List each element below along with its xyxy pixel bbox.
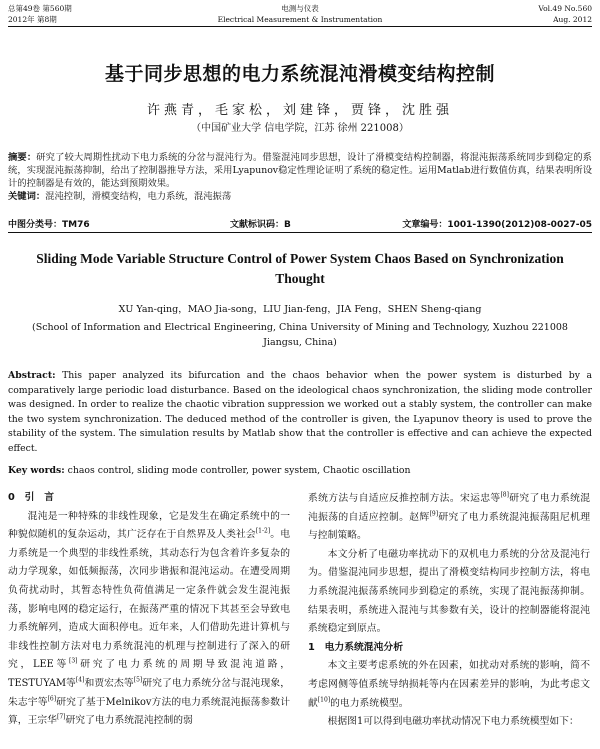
document-code: 文献标识码：B [230,220,291,230]
paper-title-cn: 基于同步思想的电力系统混沌滑模变结构控制 [104,63,495,85]
abstract-cn-text: 研究了较大周期性扰动下电力系统的分岔与混沌行为。借鉴混沌同步思想，设计了滑模变结构控制器，将混沌振荡系统同步到稳定的系统，实现混沌振荡抑制，给出了控制器推导方法，采用Lyapunov稳定性理论证明了系统的稳定性。运用Matlab进行数值仿真，结果表明所设计的控制器是有效的，能达到预期效果。 [8,152,592,189]
affiliation-en: (School of Information and Electrical Engineering, China University of Mining and Technology, Xuzhou 221008 Jiangsu, China) [32,322,568,348]
keywords-cn-label: 关键词： [8,191,46,202]
keywords-en [8,465,592,476]
abstract-cn [8,151,592,203]
continued-paragraph: 系统方法与自适应反推控制方法。宋运忠等[8]研究了电力系统混沌振荡的自适应控制。赵辉[9]研究了电力系统混沌振荡阻尼机理与控制策略。 [308,491,591,542]
citation: [4] [75,676,85,684]
abstract-en [8,369,592,456]
journal-name-en: Electrical Measurement & Instrumentation [217,15,383,24]
abstract-cn-label: 摘要： [8,152,37,163]
citation: [7] [56,713,66,721]
article-number: 文章编号：1001-1390(2012)08-0027-05 [402,220,592,230]
paper-outline-paragraph: 本文分析了电磁功率扰动下的双机电力系统的分岔及混沌行为。借鉴混沌同步思想，提出了滑模变结构同步控制方法，将电力系统混沌振荡系统同步到稳定的系统，实现了混沌振荡抑制。结果表明，系统进入混沌与其参数有关，设计的控制器能将混沌系统稳定到原点。 [308,548,590,635]
abstract-en-text: This paper analyzed its bifurcation and the chaos behavior when the power system is disturbed by a comparatively large periodic load disturbance. Based on the ideological chaos synchronization, the sliding mode controller was designed. In order to realize the chaotic vibration suppression we worked out a stably system, the controller can make the two system synchronization. The deduced method of the controller is given, the Lyapunov theory is used to prove the stability of the system. The simulation results by Matlab show that the controller is effective and can achieve the expected effect. [8,370,592,454]
issue-date-en: Aug. 2012 [553,15,592,24]
paper-title-en: Sliding Mode Variable Structure Control of Power System Chaos Based on Synchronization Thought [36,251,564,286]
authors-cn: 许燕青，毛家松，刘建锋，贾锋，沈胜强 [146,103,453,118]
header-rule [8,26,592,27]
citation: [10] [317,696,331,704]
citation: [9] [429,510,439,518]
journal-name-cn: 电测与仪表 [281,4,319,13]
affiliation-cn: （中国矿业大学 信电学院，江苏 徐州 221008） [191,123,409,134]
body-right-column [308,490,590,732]
keywords-cn-text: 混沌控制，滑模变结构，电力系统，混沌振荡 [45,191,232,202]
keywords-en-label: Key words: [8,465,65,476]
abstract-en-label: Abstract: [8,370,56,381]
citation: [5] [133,676,143,684]
authors-en: XU Yan-qing，MAO Jia-song，LIU Jian-feng，JIA Feng，SHEN Sheng-qiang [118,304,482,315]
model-paragraph: 本文主要考虑系统的外在因素，如扰动对系统的影响，简不考虑网侧等值系统导纳损耗等内在因素差异的影响，为此考虑文献[10]的电力系统模型。 [308,660,590,709]
volume-number-en: Vol.49 No.560 [538,4,592,13]
body-left-column [8,489,290,731]
section-0-heading: 0 引 言 [8,492,55,503]
introduction-paragraph: 混沌是一种特殊的非线性现象，它是发生在确定系统中的一种貌似随机的复杂运动，其广泛存在于自然界及人类社会[1-2]。电力系统是一个典型的非线性系统，其动态行为包含着许多复杂的动力学现象，如低频振荡，次同步谐振和混沌运动。在遭受周期负荷扰动时，其暂态特性负荷值满足一定条件就会发生混沌振荡，影响电网的稳定运行，在振荡严重的情况下其甚至会导致电力系统解列，造成大面积停电。近年来，人们借助先进计算机与非线性控制方法对电力系统混沌的机理与控制进行了深入的研究，LEE等[3]研究了电力系统的周期导致混沌道路，TESTUYAM等[4]和贾宏杰等[5]研究了电力系统分岔与混沌现象，朱志宇等[6]研究了基于Melnikov方法的电力系统混沌振荡参数计算，王宗华[7]研究了电力系统混沌控制的弱 [8,510,291,727]
citation: [1-2] [255,527,271,535]
section-1-heading: 1 电力系统混沌分析 [308,641,403,653]
citation: [8] [500,491,509,499]
citation: [6] [47,695,57,703]
journal-volume: 总第49卷 第560期 [8,4,72,13]
figure-reference-paragraph: 根据图1可以得到电磁功率扰动情况下电力系统模型如下： [327,716,579,728]
issue-cn: 2012年 第8期 [8,15,57,24]
keywords-en-text: chaos control, sliding mode controller, power system, Chaotic oscillation [67,465,411,476]
classification-rule [8,232,592,233]
citation: [3] [69,658,78,666]
clc-number: 中图分类号：TM76 [8,220,90,230]
